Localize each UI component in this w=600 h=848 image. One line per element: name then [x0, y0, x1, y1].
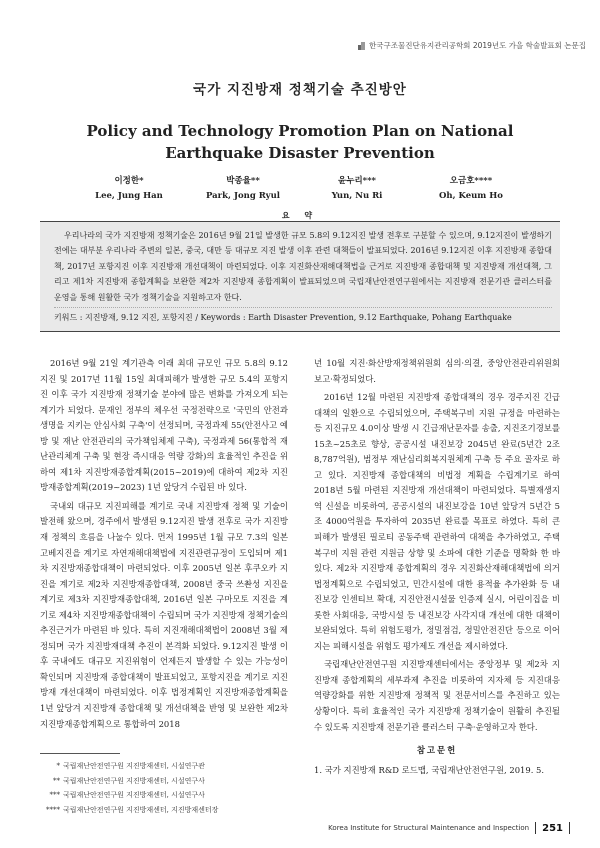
footnote-text: 국립재난안전연구원 지진방재센터, 시설연구관 [63, 762, 205, 770]
references-heading: 참고문헌 [416, 745, 458, 756]
page-footer [328, 822, 570, 834]
author-name-english: Lee, Jung Han [95, 191, 163, 201]
abstract-body: 우리나라의 국가 지진방재 정책기술은 2016년 9월 21일 발생한 규모 5.8의 9.12지진 발생 전후로 구분할 수 있으며, 9.12지진이 발생하기 전에는 대부분 우리나라 주변의 일본, 중국, 대만 등 대규모 지진 발생 이후 관련 대책들이 발표되었다. 2016년 9.12지진 이후 지진방재 종합대책, 2017년 포항지진 이후 지진방재 개선대책이 마련되었다. 이후 지진화산재해대책법을 근거로 지진방재 종합대책 및 지진방재 개선대책, 그리고 제1차 지진방재 종합계획을 보완한 제2차 지진방재 종합계획이 발표되었으며 국립재난안전연구원에서는 지진방재 전문기관 클러스터를 운영을 통해 원활한 국가 정책기술을 지원하고자 한다. [54, 231, 552, 302]
journal-name: 한국구조물진단유지관리공학회 2019년도 가을 학술발표회 논문집 [369, 41, 586, 50]
body-paragraph: 국립재난안전연구원 지진방재센터에서는 중앙정부 및 제2차 지진방재 종합계획의 세부과제 추진을 비롯하여 지자체 등 지진대응 역량강화를 위한 지진방재 정책적 및 전문서비스를 추진하고 있는 상황이다. 특히 효율적인 국가 지진방재 정책기술이 원활히 추진될 수 있도록 지진방재 전문기관 클러스터 구축·운영하고자 한다. [314, 659, 560, 732]
page-number: 251 [542, 822, 563, 834]
footnotes [40, 759, 290, 817]
body-paragraph: 2016년 9월 21일 계기관측 이래 최대 규모인 규모 5.8의 9.12지진 및 2017년 11월 15일 최대피해가 발생한 규모 5.4의 포항지진 이후 국가 지진방재 정책기술 분야에 많은 변화를 가져오게 되는 계기가 되었다. 문재인 정부의 체우선 국정전략으로 '국민의 안전과 생명을 지키는 안심사회 구축'이 선정되며, 국정과제 55(안전사고 예방 및 재난 안전관리의 국가책임체제 구축), 국정과제 56(통합적 재난관리체계 구축 및 현장 즉시대응 역량 강화)의 효율적인 추진을 위하여 제1차 지진방재종합계획(2015~2019)에 대하여 제2차 지진방재종합계획(2019~2023) 1년 앞당겨 수립된 바 있다. [40, 358, 288, 493]
bar-icon [358, 42, 366, 50]
keywords: 키워드 : 지진방재, 9.12 지진, 포항지진 / Keywords : Earth Disaster Prevention, 9.12 Earthquake, Pohang Earthquake [54, 307, 552, 325]
author-name-korean: 이정한* [114, 176, 144, 186]
author-name-english: Yun, Nu Ri [331, 191, 383, 201]
body-paragraph: 국내외 대규모 지진피해를 계기로 국내 지진방재 정책 및 기술이 발전해 왔으며, 경주에서 발생된 9.12지진 발생 전후로 국가 지진방재 정책의 흐름을 나눌수 있다. 먼저 1995년 1월 규모 7.3의 일본 고베지진을 계기로 자연재해대책법에 지진관련규정이 도입되며 제1차 지진방재종합대책이 마련되었다. 이후 2005년 일본 후쿠오카 지진을 계기로 제2차 지진방재종합대책, 2008년 중국 쓰촨성 지진을 계기로 제3차 지진방재종합대책, 2016년 일본 구마모토 지진을 계기로 제4차 지진방재종합대책이 수립되며 국가 지진방재 정책기술의 추진근거가 마련된 바 있다. 특히 지진재해대책법이 2008년 3월 제정되며 국가 지진방재대책 추진이 본격화 되었다. 9.12지진 발생 이후 국내에도 대규모 지진위험이 언제든지 발생할 수 있는 가능성이 확인되며 지진방재 종합대책이 발표되었고, 포항지진을 계기로 지진방재 개선대책이 마련되었다. 이후 법정계획인 지진방재종합계획을 1년 앞당겨 지진방재 종합대책 및 개선대책을 반영 및 보완한 제2차 지진방재종합계획으로 통합하여 2018 [40, 500, 288, 729]
footnote-mark: ** [53, 776, 60, 785]
abstract-box [40, 221, 560, 332]
footnote [40, 759, 290, 774]
author-name-korean: 오금호**** [449, 176, 493, 186]
footnote-mark: * [56, 762, 60, 770]
body-paragraph: 2016년 12월 마련된 지진방재 종합대책의 경우 경주지진 긴급대책의 일환으로 수립되었으며, 주택복구비 지원 규정을 마련하는 등 지진규모 4.0이상 발생 시 긴급재난문자를 송출, 지진조기경보를 15초~25초로 향상, 공공시설 내진보강 2045년 완료(5년간 2조 8,787억원), 범정부 재난심리회복지원체계 구축 등 주요 골자로 하고 있다. 지진방재 종합대책의 비법정 계획을 수립계기로 하여 2018년 5월 마련된 지진방재 개선대책이 마련되었다. 특별재생지역 신설을 비롯하여, 공공시설의 내진보강을 10년 앞당겨 5년간 5조 4000억원을 투자하여 2035년 완료를 목표로 하였다. 특히 큰 피해가 발생된 필로티 공동주택 관련하여 대책을 추가하였고, 주택복구비 지원 관련 지원금 상향 및 소파에 대한 기준을 명확화 한 바 있다. 제2차 지진방재 종합계획의 경우 지진화산재해대책법에 의거 법정계획으로 수립되었고, 민간시설에 대한 용적율 추가완화 등 내진보강 인센티브 확대, 지진안전시설물 인증제 실시, 어린이집을 비롯한 사회대응, 국방시설 등 내진보강 사각지대 개선에 대한 대책이 보완되었다. 특히 위험도평가, 정밀점검, 정밀안전진단 등으로 이어지는 피해시설을 위험도 평가제도 개선을 제시하였다. [314, 392, 560, 651]
footnote [40, 803, 290, 818]
author-name-english: Park, Jong Ryul [206, 191, 280, 201]
body-left-column [40, 356, 288, 735]
author-name-english: Oh, Keum Ho [439, 191, 503, 201]
footer-institute: Korea Institute for Structural Maintenance and Inspection [328, 824, 530, 832]
footnote-text: 국립재난안전연구원 지진방재센터, 시설연구사 [63, 791, 205, 799]
author [204, 174, 282, 201]
footer-divider [535, 822, 536, 834]
footer-divider [569, 822, 570, 834]
author-name-korean: 박종율** [226, 176, 260, 186]
footnote-mark: **** [46, 805, 60, 814]
footnote-mark: *** [49, 791, 60, 799]
author-name-korean: 윤누리*** [338, 176, 376, 186]
reference-item: 1. 국가 지진방재 R&D 로드맵, 국립재난안전연구원, 2019. 5. [314, 764, 545, 775]
footnote-rule [40, 753, 120, 754]
author [432, 174, 510, 201]
english-title: Policy and Technology Promotion Plan on National Earthquake Disaster Prevention [86, 122, 514, 162]
footnote-text: 국립재난안전연구원 지진방재센터, 시설연구사 [63, 776, 205, 785]
footnote-text: 국립재난안전연구원 지진방재센터, 지진방재센터장 [63, 805, 219, 814]
body-right-column [314, 356, 560, 781]
running-header [358, 40, 586, 51]
footnote [40, 774, 290, 789]
author-list [0, 174, 600, 201]
korean-title: 국가 지진방재 정책기술 추진방안 [193, 82, 407, 98]
author [318, 174, 396, 201]
author [90, 174, 168, 201]
body-paragraph: 년 10월 지진·화산방재정책위원회 심의·의결, 중앙안전관리위원회 보고·확정되었다. [314, 358, 560, 384]
abstract-heading: 요 약 [281, 210, 319, 220]
footnote [40, 788, 290, 803]
